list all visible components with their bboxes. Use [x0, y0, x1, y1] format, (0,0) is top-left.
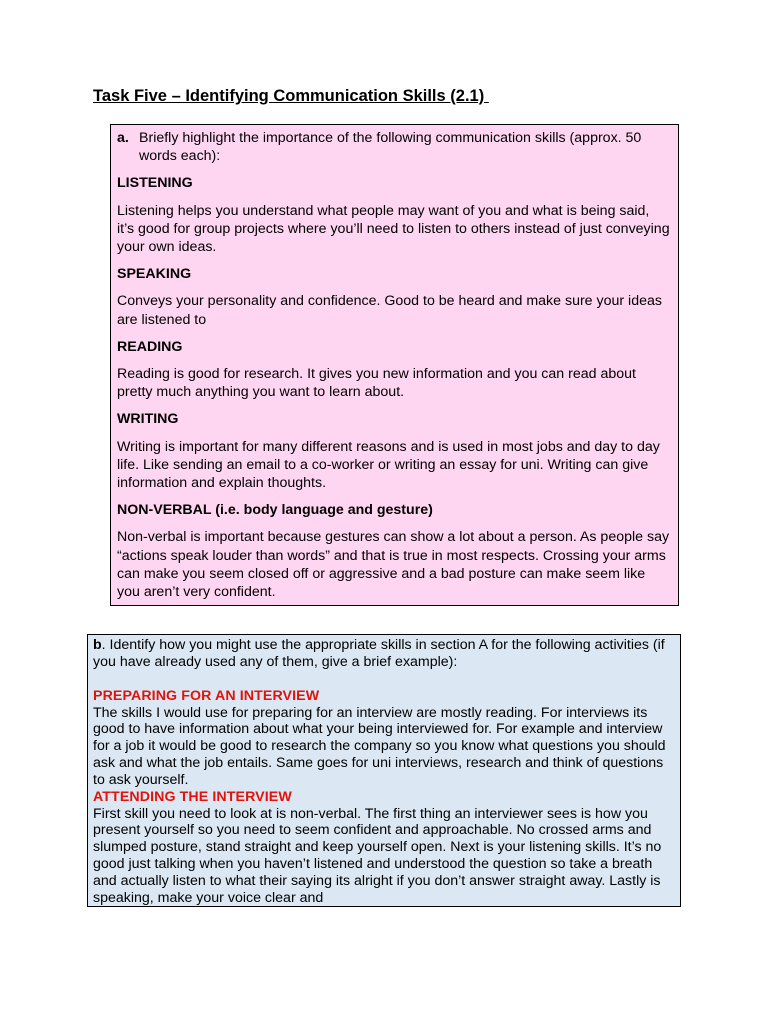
section-a-box	[110, 124, 679, 606]
skill-heading-non-verbal: NON-VERBAL (i.e. body language and gesture)	[117, 502, 433, 519]
skill-text-writing: Writing is important for many different reasons and is used in most jobs and day to day life. Like sending an email to a co-worker or writing an essay for uni. Writing can give information and explain thoughts.	[117, 438, 660, 492]
skill-heading-reading: READING	[117, 338, 183, 355]
skill-heading-writing: WRITING	[117, 411, 179, 428]
skill-heading-speaking: SPEAKING	[117, 266, 192, 283]
skill-text-speaking: Conveys your personality and confidence. Good to be heard and make sure your ideas are listened to	[117, 293, 662, 328]
section-a-intro	[117, 129, 670, 165]
page-title: Task Five – Identifying Communication Skills (2.1)	[93, 87, 489, 105]
skill-text-reading: Reading is good for research. It gives you new information and you can read about pretty much anything you want to learn about.	[117, 366, 636, 401]
section-b-intro	[93, 637, 674, 671]
section-a-marker: a.	[117, 130, 129, 146]
skill-text-non-verbal: Non-verbal is important because gestures can show a lot about a person. As people say “actions speak louder than words” and that is true in most respects. Crossing your arms can make you seem closed off or aggressive and a bad posture can make seem like you aren’t very confident.	[117, 529, 670, 601]
activity-heading-attending: ATTENDING THE INTERVIEW	[93, 788, 292, 805]
activity-heading-preparing: PREPARING FOR AN INTERVIEW	[93, 687, 320, 704]
section-b-marker: b	[93, 637, 102, 653]
section-a-intro-text: Briefly highlight the importance of the following communication skills (approx. 50 words each):	[139, 130, 642, 165]
section-b-box	[87, 634, 681, 907]
skill-heading-listening: LISTENING	[117, 175, 193, 192]
skill-text-listening: Listening helps you understand what people may want of you and what is being said, it’s good for group projects where you’ll need to listen to others instead of just conveying your own ideas.	[117, 202, 670, 256]
activity-text-attending: First skill you need to look at is non-verbal. The first thing an interviewer sees is how you present yourself so you need to seem confident and approachable. No crossed arms and slumped posture, stand straight and keep yourself open. Next is your listening skills. It’s no good just talking when you haven’t listened and understood the question so take a breath and actually listen to what their saying its alright if you don’t answer straight away. Lastly is speaking, make your voice clear and	[93, 805, 662, 906]
section-b-intro-text: . Identify how you might use the appropriate skills in section A for the following activities (if you have already used any of them, give a brief example):	[93, 637, 665, 670]
activity-text-preparing: The skills I would use for preparing for an interview are mostly reading. For interviews its good to have information about what your being interviewed for. For example and interview for a job it would be good to research the company so you know what questions you should ask and what the job entails. Same goes for uni interviews, research and think of questions to ask yourself.	[93, 704, 666, 788]
